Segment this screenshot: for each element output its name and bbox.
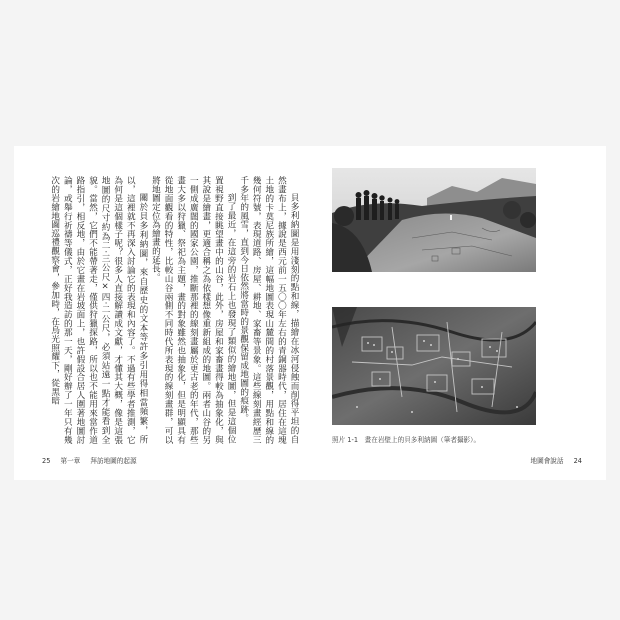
- left-folio: [38, 455, 141, 465]
- hillside-visitors-photo: [332, 168, 536, 272]
- left-page: [14, 146, 310, 480]
- rock-engraving-map-photo: [332, 307, 536, 425]
- paragraph: 關於貝多利納圖，來自歷史的文本等許多引用得相當頻繁，所以，這裡就不再深入討論它的表現和內容了。不過有些學者推測，它為何是這個樣子呢？很多人直接解讀成文獻，才懂其大概，像是這張地圖的尺寸約為二‧三公尺×四‧二公尺，必須站遠一點才能看到全貌。當然，它們不能帶著走，僅供狩獵探路，所以也不能用來當作道路指引，相反地，由於它畫在岩坡面上，也許假設合居人圍著地圖討論，或舉行祈禱等儀式，正好我造訪的那一天，剛好辦了一年只有幾次的岩繪地圖巡禮觀察會，參加時，在烏光照耀下，從黑暗: [49, 176, 148, 444]
- page-number: 24: [573, 457, 582, 465]
- chapter-label: 第一章: [60, 457, 81, 465]
- paragraph: 到了最近，在這旁的岩石上也發現了類似的繪地圖，但是這個位置視野直接眺望畫中的山谷，此外，房屋和家畜畫得較為抽象化，與其說是繪畫，更適合稱之為依樣想像重新組成的地圖。兩者山谷的另一側成廣闊的國家公園，推斷那裡的線刻畫屬於更古老的年代，那些畫大多以狩獵、祭祀為主題，畫的對象雖然也抽象化，但是明顯具有從地面觀看的特性，比較山谷兩側不同時代所表現的線刻畫群，可以將地圖定位為繪畫的延長。: [150, 176, 237, 444]
- page-number: 25: [42, 457, 51, 465]
- paragraph: 貝多利納圖是用淺刻的點和線，描繪在冰河侵蝕而削得平坦的自然畫布上，據說是西元前一五〇〇年左右的青銅器時代，居住在這塊土地的卡莫尼族所繪，這幅地圖表現山麓間的村落景觀，用點和線的幾何符號，表現道路、房屋、耕地、家畜等景象。這些線刻畫經歷三千多年的風雪，直到今日依然將當時的景觀保留成地圖的痕跡。: [238, 176, 299, 444]
- body-text-vertical: [38, 176, 300, 444]
- running-title: 地圖會說話: [530, 457, 564, 465]
- right-page: [310, 146, 606, 480]
- right-folio: [527, 455, 586, 465]
- photo-caption: 照片 1-1 畫在岩壁上的貝多利納圖（筆者攝影）。: [332, 436, 481, 444]
- running-title: 拜訪地圖的起源: [90, 457, 137, 465]
- book-spread: [14, 146, 606, 480]
